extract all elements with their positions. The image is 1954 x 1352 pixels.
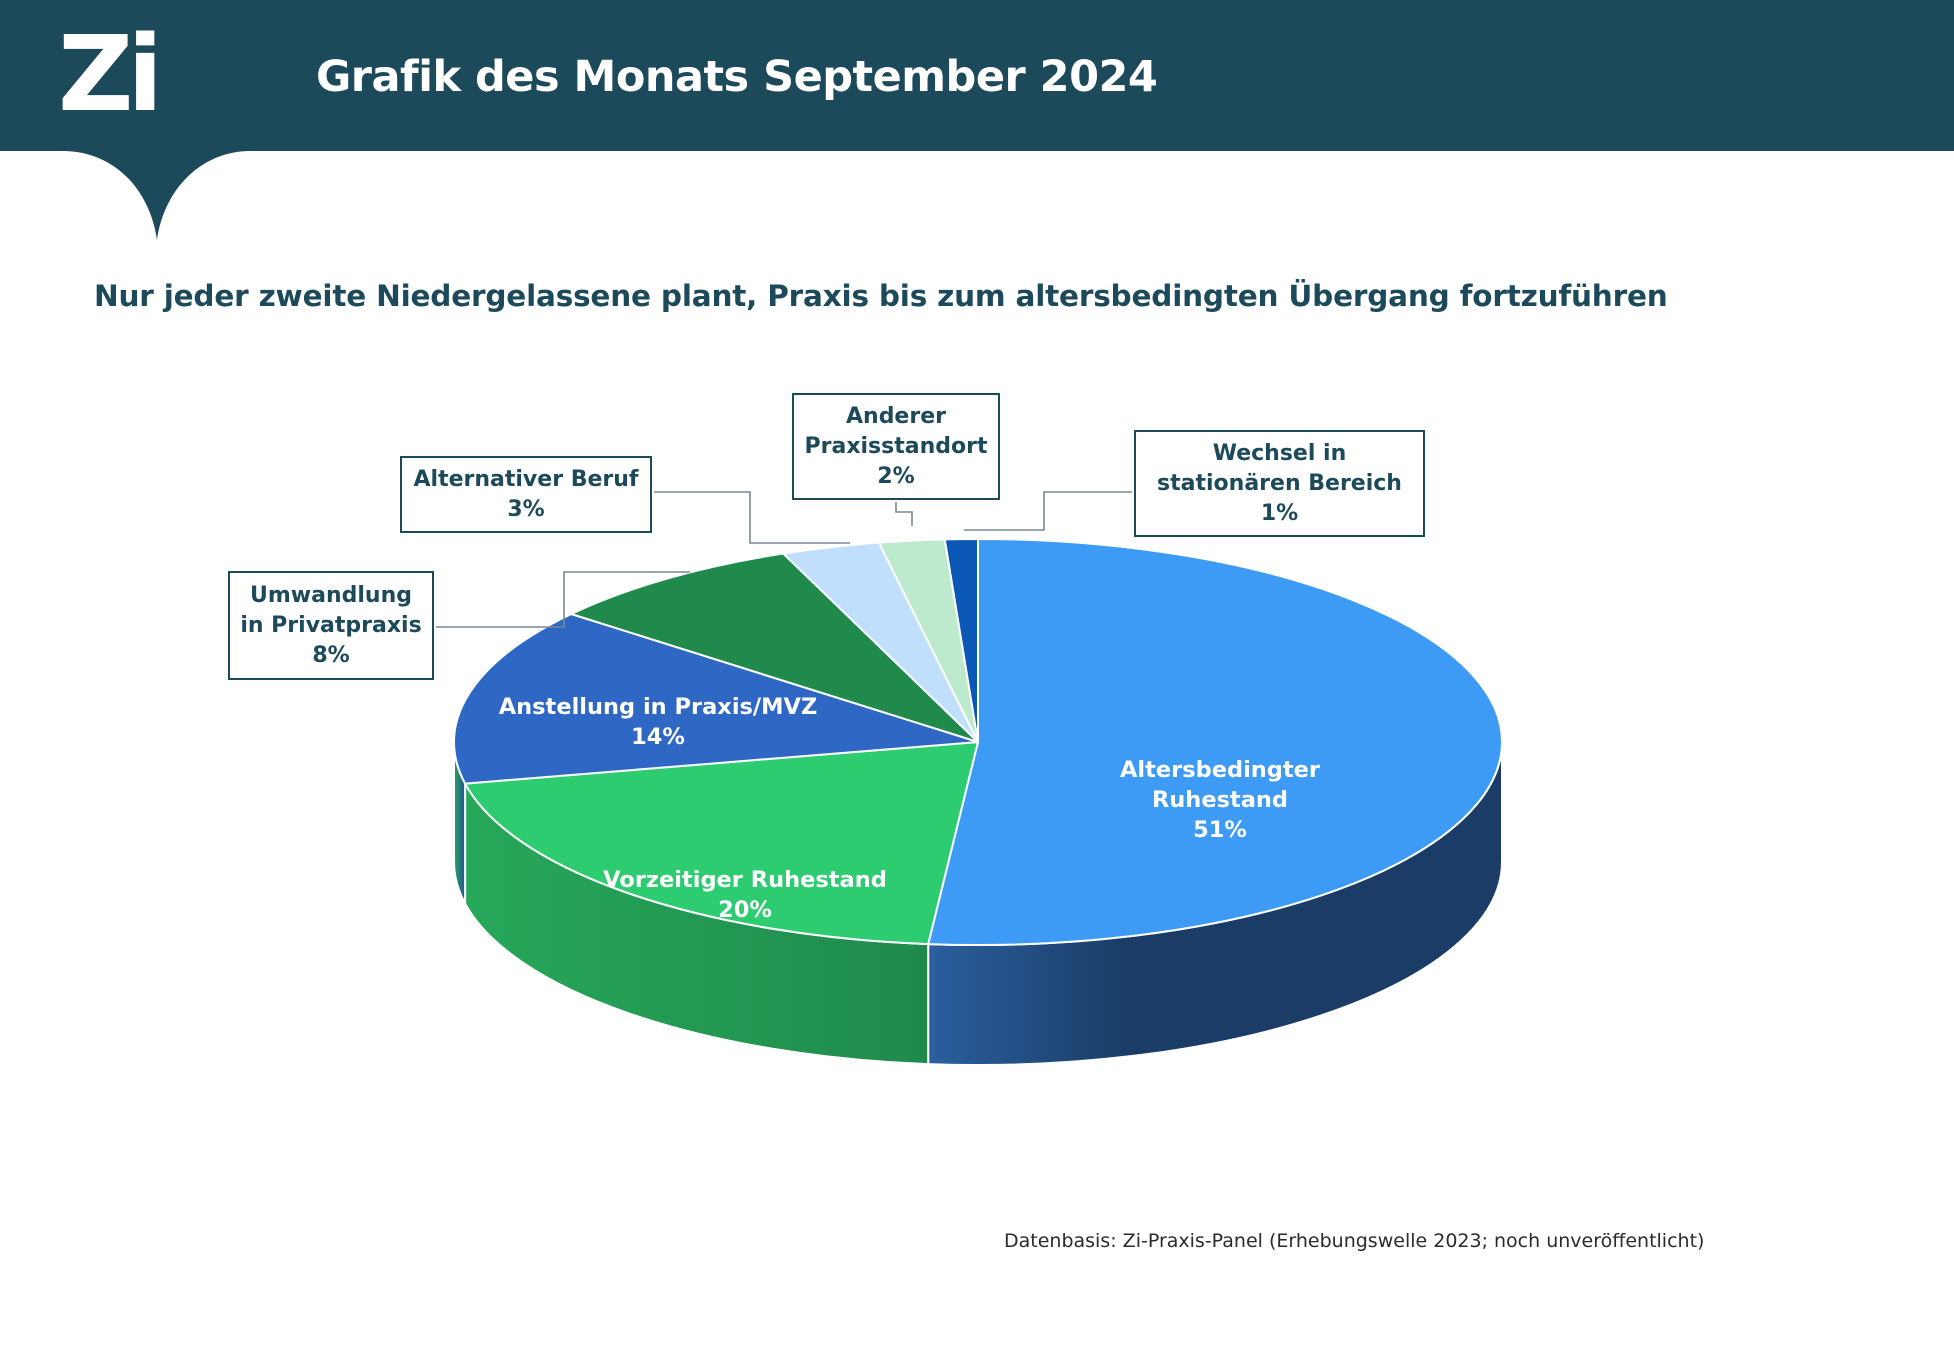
label-vorzeitiger-ruhestand: Vorzeitiger Ruhestand 20% xyxy=(603,867,887,923)
callout-alternativer-beruf: Alternativer Beruf 3% xyxy=(400,456,652,533)
label-altersbedingter-ruhestand: Altersbedingter Ruhestand 51% xyxy=(1119,757,1321,843)
zi-logo: Zi xyxy=(58,13,158,135)
callout-umwandlung-privatpraxis: Umwandlung in Privatpraxis 8% xyxy=(228,571,434,680)
callout-wechsel-stationaer: Wechsel in stationären Bereich 1% xyxy=(1134,430,1425,537)
label-anstellung-praxis-mvz: Anstellung in Praxis/MVZ 14% xyxy=(498,694,818,750)
source-note: Datenbasis: Zi-Praxis-Panel (Erhebungswelle 2023; noch unveröffentlicht) xyxy=(1004,1230,1705,1252)
callout-anderer-praxisstandort: Anderer Praxisstandort 2% xyxy=(792,393,1000,500)
page-title: Grafik des Monats September 2024 xyxy=(316,52,1158,102)
leader-line-anderer-praxisstandort xyxy=(896,502,912,526)
chart-subtitle: Nur jeder zweite Niedergelassene plant, Praxis bis zum altersbedingten Übergang fortzuführen xyxy=(94,279,1668,313)
